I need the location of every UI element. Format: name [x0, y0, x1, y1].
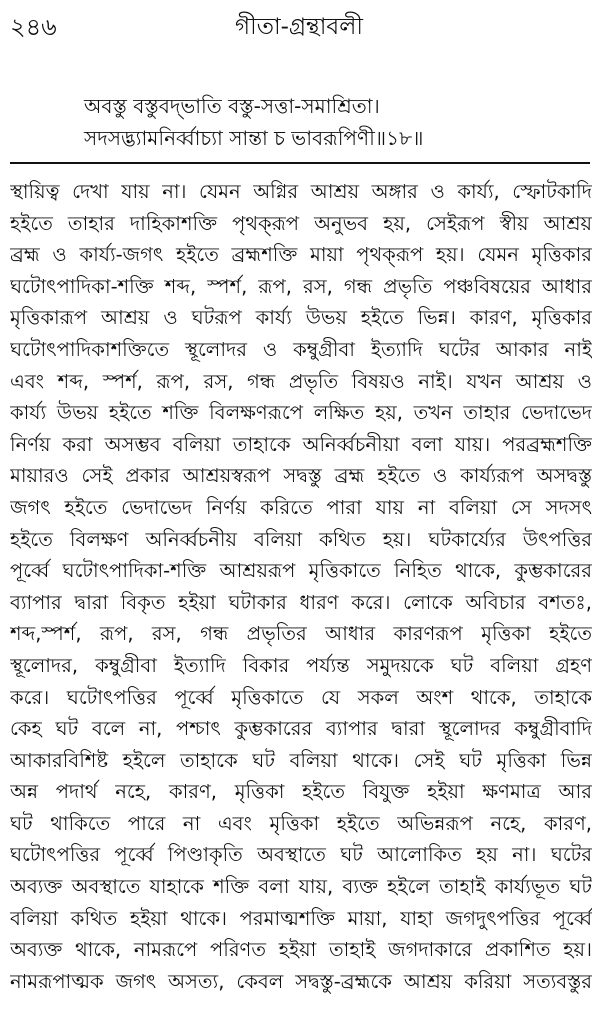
- text-line: এবং শব্দ, স্পর্শ, রূপ, রস, গন্ধ প্রভৃতি বিষয়ও নাই। যখন আশ্রয় ও: [10, 369, 592, 393]
- page-number: ২৪৬: [10, 13, 57, 41]
- text-line: মায়ারও সেই প্রকার আশ্রয়স্বরূপ সদ্বস্তু ব্রহ্ম হইতে ও কার্য্যরূপ অসদ্বস্তু: [10, 464, 592, 488]
- section-divider: [10, 162, 590, 164]
- text-line: জগৎ হইতে ভেদাভেদ নির্ণয় করিতে পারা যায় না বলিয়া সে সদসৎ: [10, 495, 592, 519]
- text-line: ঘট থাকিতে পারে না এবং মৃত্তিকা হইতে অভিন্নরূপ নহে, কারণ,: [10, 811, 592, 835]
- text-line: হইতে বিলক্ষণ অনির্ব্বচনীয় বলিয়া কথিত হয়। ঘটকার্য্যের উৎপত্তির: [10, 527, 592, 551]
- text-line: নামরূপাত্মক জগৎ অসত্য, কেবল সদ্বস্তু-ব্রহ্মকে আশ্রয় করিয়া সত্যবস্তুর: [10, 969, 592, 993]
- book-title: গীতা-গ্রন্থাবলী: [235, 14, 363, 40]
- text-line: ঘটোৎপাদিকাশক্তিতে স্থূলোদর ও কম্বুগ্রীবা ইত্যাদি ঘটের আকার নাই: [10, 337, 592, 361]
- text-line: বলিয়া কথিত হইয়া থাকে। পরমাত্মশক্তি মায়া, যাহা জগদুৎপত্তির পূর্ব্বে: [10, 906, 592, 930]
- text-line: স্থূলোদর, কম্বুগ্রীবা ইত্যাদি বিকার পর্য্যন্ত সমুদয়কে ঘট বলিয়া গ্রহণ: [10, 653, 592, 677]
- sanskrit-verse: [84, 90, 584, 154]
- text-line: মৃত্তিকারূপ আশ্রয় ও ঘটরূপ কার্য্য উভয় হইতে ভিন্ন। কারণ, মৃত্তিকার: [10, 306, 592, 330]
- text-line: করে। ঘটোৎপত্তির পূর্ব্বে মৃত্তিকাতে যে সকল অংশ থাকে, তাহাকে: [10, 685, 592, 709]
- text-line: শব্দ,স্পর্শ, রূপ, রস, গন্ধ প্রভৃতির আধার কারণরূপ মৃত্তিকা হইতে: [10, 622, 592, 646]
- text-line: ঘটোৎপত্তির পূর্ব্বে পিণ্ডাকৃতি অবস্থাতে ঘট আলোকিত হয় না। ঘটের: [10, 843, 592, 867]
- running-head: [10, 8, 588, 48]
- text-line: হইতে তাহার দাহিকাশক্তি পৃথক্‌রূপ অনুভব হয়, সেইরূপ স্বীয় আশ্রয়: [10, 211, 592, 235]
- commentary-text: [10, 176, 592, 997]
- text-line: অব্যক্ত থাকে, নামরূপে পরিণত হইয়া তাহাই জগদাকারে প্রকাশিত হয়।: [10, 938, 592, 962]
- verse-line: সদসদ্ভ্যামনির্ব্বাচ্যা সান্তা চ ভাবরূপিণী॥১৮॥: [84, 126, 424, 150]
- text-line: স্থায়িত্ব দেখা যায় না। যেমন অগ্নির আশ্রয় অঙ্গার ও কার্য্য, স্ফোটকাদি: [10, 180, 592, 203]
- text-line: পূর্ব্বে ঘটোৎপাদিকা-শক্তি আশ্রয়রূপ মৃত্তিকাতে নিহিত থাকে, কুম্ভকারের: [10, 559, 592, 583]
- text-line: অব্যক্ত অবস্থাতে যাহাকে শক্তি বলা যায়, ব্যক্ত হইলে তাহাই কার্য্যভূত ঘট: [10, 875, 592, 899]
- verse-line: অবস্তু বস্তুবদ্‌ভাতি বস্তু-সত্তা-সমাশ্রিতা।: [84, 94, 380, 118]
- text-line: নির্ণয় করা অসম্ভব বলিয়া তাহাকে অনির্ব্বচনীয়া বলা যায়। পরব্রহ্মশক্তি: [10, 432, 592, 456]
- text-line: কেহ ঘট বলে না, পশ্চাৎ কুম্ভকারের ব্যাপার দ্বারা স্থূলোদর কম্বুগ্রীবাদি: [10, 717, 592, 741]
- text-line: অন্ন পদার্থ নহে, কারণ, মৃত্তিকা হইতে বিযুক্ত হইয়া ক্ষণমাত্র আর: [10, 780, 592, 804]
- text-line: কার্য্য উভয় হইতে শক্তি বিলক্ষণরূপে লক্ষিত হয়, তখন তাহার ভেদাভেদ: [10, 401, 592, 425]
- text-line: ঘটোৎপাদিকা-শক্তি শব্দ, স্পর্শ, রূপ, রস, গন্ধ প্রভৃতি পঞ্চবিষয়ের আধার: [10, 274, 592, 298]
- text-line: ব্যাপার দ্বারা বিকৃত হইয়া ঘটাকার ধারণ করে। লোকে অবিচার বশতঃ,: [10, 590, 592, 614]
- text-line: ব্রহ্ম ও কার্য্য-জগৎ হইতে ব্রহ্মশক্তি মায়া পৃথক্‌রূপ হয়। যেমন মৃত্তিকার: [10, 243, 592, 267]
- text-line: আকারবিশিষ্ট হইলে তাহাকে ঘট বলিয়া থাকে। সেই ঘট মৃত্তিকা ভিন্ন: [10, 748, 592, 772]
